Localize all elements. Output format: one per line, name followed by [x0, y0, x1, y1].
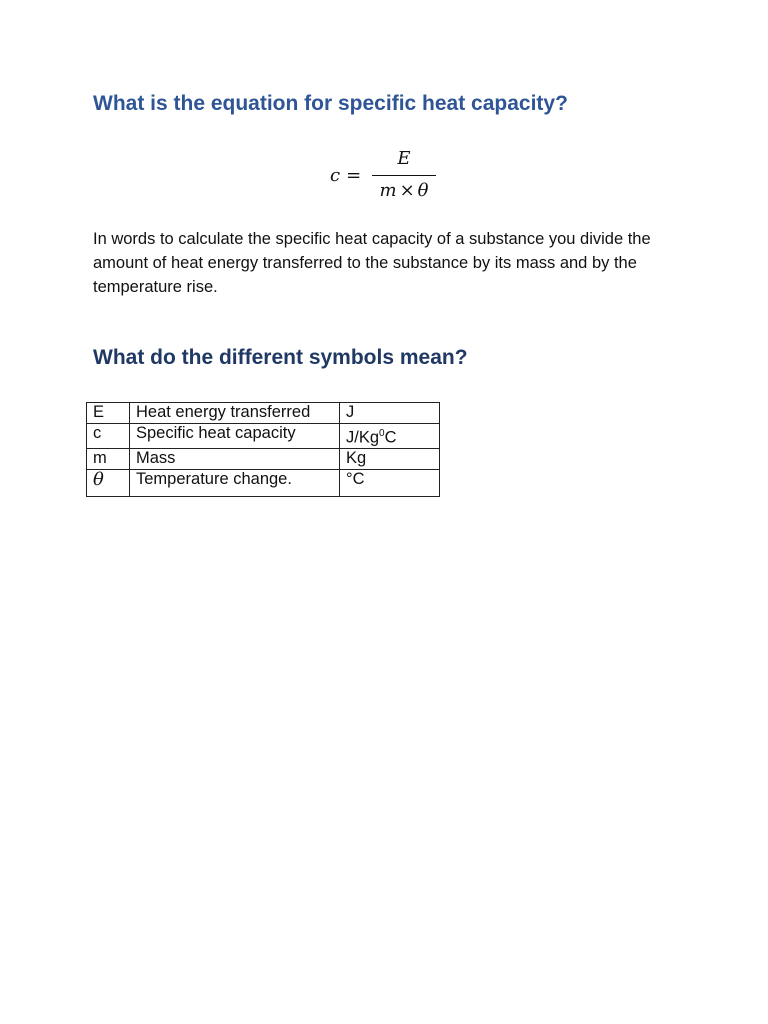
table-row — [87, 469, 440, 496]
unit-cell: °C — [340, 469, 440, 496]
times-sign: × — [399, 180, 415, 201]
table-row — [87, 403, 440, 424]
symbol-cell: θ — [87, 469, 130, 496]
symbol-cell: m — [87, 448, 130, 469]
unit-cell: J — [340, 403, 440, 424]
table-row — [87, 448, 440, 469]
unit-superscript: 0 — [379, 428, 385, 439]
symbols-table — [86, 402, 440, 497]
fraction-numerator: E — [397, 148, 411, 169]
unit-cell — [340, 424, 440, 449]
denominator-theta: θ — [417, 180, 429, 201]
table-row — [87, 424, 440, 449]
symbol-cell: E — [87, 403, 130, 424]
meaning-cell: Temperature change. — [130, 469, 340, 496]
equation-heading: What is the equation for specific heat capacity? — [93, 92, 568, 115]
equation-c-symbol: c — [330, 165, 341, 186]
symbol-cell: c — [87, 424, 130, 449]
symbols-heading: What do the different symbols mean? — [93, 346, 468, 369]
equation-fraction — [372, 146, 436, 204]
equals-sign: = — [346, 165, 362, 186]
meaning-cell: Heat energy transferred — [130, 403, 340, 424]
meaning-cell: Mass — [130, 448, 340, 469]
unit-cell: Kg — [340, 448, 440, 469]
unit-base: J/Kg — [346, 428, 380, 447]
explanation-paragraph: In words to calculate the specific heat capacity of a substance you divide the amount of heat energy transferred to the substance by its mass and by the temperature rise. — [93, 230, 651, 296]
fraction-bar — [372, 175, 436, 176]
unit-tail: C — [384, 428, 397, 447]
equation-lhs — [330, 165, 361, 186]
meaning-cell: Specific heat capacity — [130, 424, 340, 449]
denominator-m: m — [379, 180, 397, 201]
fraction-denominator — [372, 178, 436, 204]
